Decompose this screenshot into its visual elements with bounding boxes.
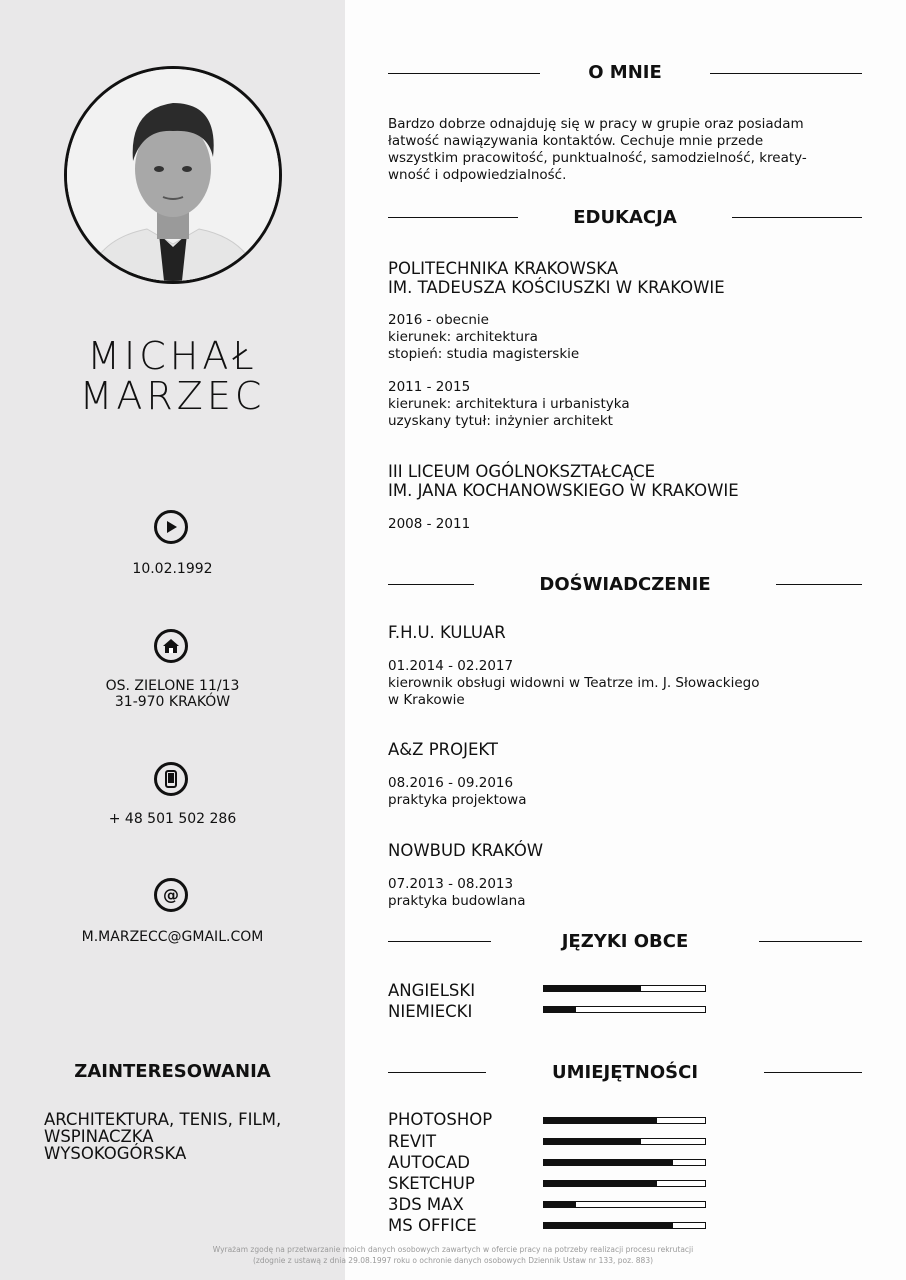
school-line: III LICEUM OGÓLNOKSZTAŁCĄCE [388, 462, 656, 481]
phone-icon [154, 762, 188, 796]
about-heading: O MNIE [588, 62, 662, 83]
interest-line: WYSOKOGÓRSKA [44, 1144, 187, 1163]
job-description: kierownik obsługi widowni w Teatrze im. J. Słowackiego [388, 675, 760, 691]
job-title: F.H.U. KULUAR [388, 623, 506, 642]
skill-label: SKETCHUP [388, 1174, 475, 1193]
language-level-fill [544, 1007, 576, 1012]
skill-label: PHOTOSHOP [388, 1110, 493, 1129]
section-divider [388, 584, 474, 585]
address [0, 678, 345, 710]
section-divider [388, 941, 491, 942]
education-degree: stopień: studia magisterskie [388, 346, 580, 362]
job-dates: 07.2013 - 08.2013 [388, 876, 514, 892]
education-dates: 2011 - 2015 [388, 379, 471, 395]
about-text [388, 116, 807, 184]
skill-label: MS OFFICE [388, 1216, 477, 1235]
address-line-1: OS. ZIELONE 11/13 [105, 678, 240, 694]
education-entry [388, 379, 630, 430]
home-icon [154, 629, 188, 663]
job-dates: 08.2016 - 09.2016 [388, 775, 514, 791]
job-description: praktyka projektowa [388, 792, 527, 808]
section-divider [732, 217, 862, 218]
education-entry [388, 312, 579, 363]
skill-level-fill [544, 1160, 673, 1165]
consent-line: Wyrażam zgodę na przetwarzanie moich danych osobowych zawartych w ofercie pracy na potrzeby realizacji procesu rekrutacji [212, 1245, 694, 1254]
about-line: Bardzo dobrze odnajduję się w pracy w grupie oraz posiadam [388, 116, 804, 132]
education-heading: EDUKACJA [573, 207, 677, 228]
consent-line: (zdognie z ustawą z dnia 29.08.1997 roku o ochronie danych osobowych Dziennik Ustaw nr 133, poz. 883) [252, 1256, 654, 1265]
profile-photo [64, 66, 282, 284]
section-divider [388, 217, 518, 218]
job-details [388, 876, 526, 910]
section-divider [776, 584, 862, 585]
interests-list [44, 1111, 281, 1162]
skill-level-bar [543, 1159, 706, 1166]
section-divider [710, 73, 862, 74]
skill-level-bar [543, 1117, 706, 1124]
skill-label: 3DS MAX [388, 1195, 464, 1214]
school-name [388, 259, 725, 297]
language-level-fill [544, 986, 641, 991]
email-address[interactable]: M.MARZECC@GMAIL.COM [81, 929, 264, 945]
education-field: kierunek: architektura i urbanistyka [388, 396, 630, 412]
skill-level-fill [544, 1118, 657, 1123]
last-name: MARZEC [79, 374, 266, 418]
skill-level-fill [544, 1223, 673, 1228]
birth-date: 10.02.1992 [132, 561, 213, 577]
section-divider [759, 941, 862, 942]
experience-heading: DOŚWIADCZENIE [539, 574, 711, 595]
job-details [388, 775, 526, 809]
interest-line: WSPINACZKA [44, 1127, 154, 1146]
interests-heading: ZAINTERESOWANIA [74, 1061, 271, 1082]
job-title: NOWBUD KRAKÓW [388, 841, 544, 860]
skill-level-fill [544, 1139, 641, 1144]
skill-level-bar [543, 1180, 706, 1187]
education-degree: uzyskany tytuł: inżynier architekt [388, 413, 613, 429]
skill-level-bar [543, 1138, 706, 1145]
about-line: wność i odpowiedzialność. [388, 167, 567, 183]
skill-level-fill [544, 1181, 657, 1186]
section-divider [388, 1072, 486, 1073]
interest-line: ARCHITEKTURA, TENIS, FILM, [44, 1110, 282, 1129]
skill-label: REVIT [388, 1132, 437, 1151]
school-line: IM. JANA KOCHANOWSKIEGO W KRAKOWIE [388, 481, 739, 500]
job-details [388, 658, 760, 709]
languages-heading: JĘZYKI OBCE [561, 931, 689, 952]
job-title: A&Z PROJEKT [388, 740, 499, 759]
job-dates: 01.2014 - 02.2017 [388, 658, 514, 674]
gdpr-consent-note [0, 1244, 906, 1266]
language-level-bar [543, 1006, 706, 1013]
skill-level-bar [543, 1222, 706, 1229]
about-line: łatwość nawiązywania kontaktów. Cechuje mnie przede [388, 133, 764, 149]
skills-heading: UMIEJĘTNOŚCI [551, 1062, 699, 1083]
school-line: POLITECHNIKA KRAKOWSKA [388, 259, 619, 278]
section-divider [388, 73, 540, 74]
play-icon [154, 510, 188, 544]
language-level-bar [543, 985, 706, 992]
school-name [388, 462, 739, 500]
skill-level-fill [544, 1202, 576, 1207]
address-line-2: 31-970 KRAKÓW [114, 694, 231, 710]
skill-level-bar [543, 1201, 706, 1208]
school-line: IM. TADEUSZA KOŚCIUSZKI W KRAKOWIE [388, 278, 725, 297]
first-name: MICHAŁ [87, 334, 258, 378]
job-description: praktyka budowlana [388, 893, 526, 909]
section-divider [764, 1072, 862, 1073]
language-label: ANGIELSKI [388, 981, 476, 1000]
skill-label: AUTOCAD [388, 1153, 470, 1172]
about-line: wszystkim pracowitość, punktualność, samodzielność, kreaty- [388, 150, 807, 166]
education-dates: 2008 - 2011 [388, 516, 471, 532]
job-description: w Krakowie [388, 692, 465, 708]
phone-number: + 48 501 502 286 [108, 811, 237, 827]
email-icon: @ [154, 878, 188, 912]
education-dates: 2016 - obecnie [388, 312, 489, 328]
education-field: kierunek: architektura [388, 329, 538, 345]
language-label: NIEMIECKI [388, 1002, 473, 1021]
full-name [0, 336, 345, 416]
